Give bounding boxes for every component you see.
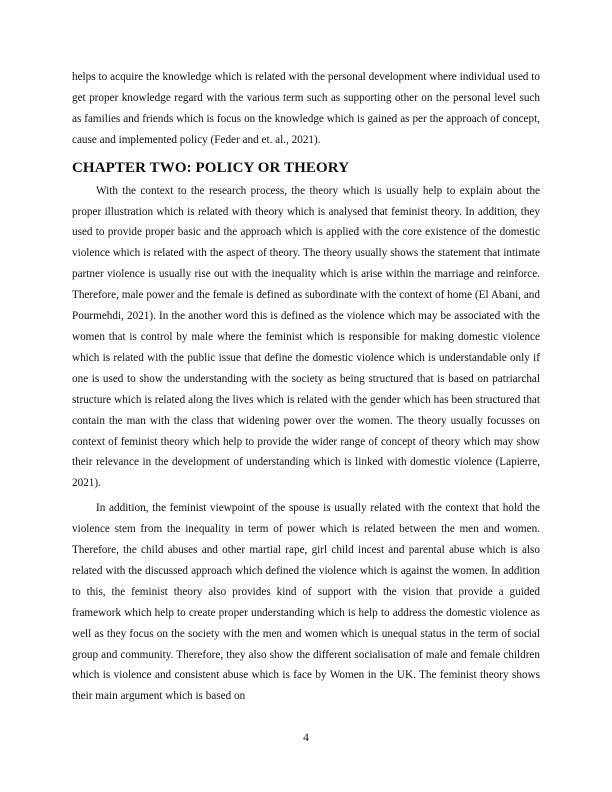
continued-paragraph: helps to acquire the knowledge which is related with the personal development where individual used to get proper knowledge regard with the various term such as supporting other on the personal level such as families and friends which is focus on the knowledge which is gained as per the approach of concept, cause and implemented policy (Feder and et. al., 2021).: [72, 71, 540, 146]
page-number: 4: [303, 732, 309, 744]
body-paragraph-1: With the context to the research process, the theory which is usually help to explain about the proper illustration which is related with theory which is analysed that feminist theory. In addition, they used to provide proper basic and the approach which is applied with the core existence of the domestic violence which is related with the aspect of theory. The theory usually shows the statement that intimate partner violence is usually rise out with the inequality which is arise within the marriage and reinforce. Therefore, male power and the female is defined as subordinate with the context of home (El Abani, and Pourmehdi, 2021). In the another word this is defined as the violence which may be associated with the women that is control by male where the feminist which is responsible for making domestic violence which is related with the public issue that define the domestic violence which is understandable only if one is used to show the understanding with the society as being structured that is based on patriarchal structure which is related along the lives which is related with the gender which has been structured that contain the man with the class that widening power over the women. The theory usually focusses on context of feminist theory which help to provide the wider range of concept of theory which may show their relevance in the development of understanding which is linked with domestic violence (Lapierre, 2021).: [72, 184, 540, 490]
section-heading: CHAPTER TWO: POLICY OR THEORY: [72, 159, 350, 176]
body-paragraph-2: In addition, the feminist viewpoint of the spouse is usually related with the context that hold the violence stem from the inequality in term of power which is related between the men and women. Therefore, the child abuses and other martial rape, girl child incest and parental abuse which is also related with the discussed approach which defined the violence which is against the women. In addition to this, the feminist theory also provides kind of support with the vision that provide a guided framework which help to create proper understanding which is help to address the domestic violence as well as they focus on the society with the men and women which is unequal status in the term of social group and community. Therefore, they also show the different socialisation of male and female children which is violence and consistent abuse which is face by Women in the UK. The feminist theory shows their main argument which is based on: [72, 502, 540, 703]
page-body: [72, 67, 540, 707]
